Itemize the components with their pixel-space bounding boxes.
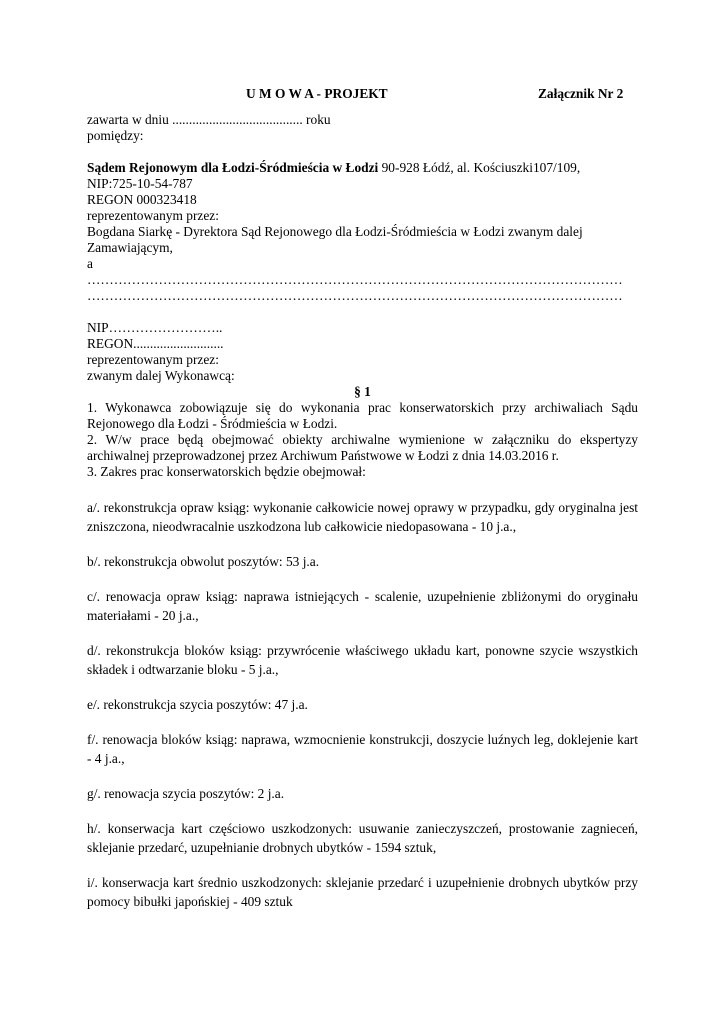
party1-represented-by: reprezentowanym przez: (87, 208, 219, 223)
contractor-address-placeholder: ………………………………………………………………………………………………………… (87, 288, 623, 303)
party1-name-line (87, 160, 638, 176)
list-item: h/. konserwacja kart częściowo uszkodzonych: usuwanie zanieczyszczeń, prostowanie zagnieceń, sklejanie przedarć, uzupełnianie drobnych ubytków - 1594 sztuk, (87, 821, 638, 855)
list-item: i/. konserwacja kart średnio uszkodzonych: sklejanie przedarć i uzupełnienie drobnych ubytków przy pomocy bibułki japońskiej - 409 sztuk (87, 875, 638, 909)
section-symbol: § 1 (354, 384, 371, 399)
document-body (87, 112, 638, 911)
party1-representative-line2: Zamawiającym, (87, 240, 173, 255)
list-item: a/. rekonstrukcja opraw ksiąg: wykonanie całkowicie nowej oprawy w przypadku, gdy oryginalna jest zniszczona, nieodwracalnie uszkodzona lub całkowicie niedopasowana - 10 j.a., (87, 500, 638, 534)
party2-regon: REGON........................... (87, 336, 224, 351)
party2-nip: NIP…………………….. (87, 320, 223, 335)
section-paragraph-3: 3. Zakres prac konserwatorskich będzie obejmował: (87, 464, 366, 479)
party1-representative-line1: Bogdana Siarkę - Dyrektora Sąd Rejonowego dla Łodzi-Śródmieścia w Łodzi zwanym dalej (87, 224, 583, 239)
list-item: c/. renowacja opraw ksiąg: naprawa istniejących - scalenie, uzupełnienie zbliżonymi do oryginału materiałami - 20 j.a., (87, 589, 638, 623)
contractor-name-placeholder: ………………………………………………………………………………………………………… (87, 272, 623, 287)
concluded-on-line: zawarta w dniu ....................................... roku (87, 112, 331, 127)
list-item: f/. renowacja bloków ksiąg: naprawa, wzmocnienie konstrukcji, doszycie luźnych leg, doklejenie kart - 4 j.a., (87, 732, 638, 766)
and-label: a (87, 256, 93, 271)
section-paragraph-1: 1. Wykonawca zobowiązuje się do wykonania prac konserwatorskich przy archiwaliach Sądu Rejonowego dla Łodzi - Śródmieścia w Łodzi. (87, 400, 638, 431)
document-title: U M O W A - PROJEKT (246, 86, 388, 101)
document-header (0, 86, 725, 104)
party1-nip: NIP:725-10-54-787 (87, 176, 193, 191)
list-item: d/. rekonstrukcja bloków ksiąg: przywrócenie właściwego układu kart, ponowne szycie wszystkich składek i odtwarzanie bloku - 5 j.a., (87, 643, 638, 677)
list-item: b/. rekonstrukcja obwolut poszytów: 53 j.a. (87, 554, 320, 569)
list-item: g/. renowacja szycia poszytów: 2 j.a. (87, 786, 285, 801)
party1-regon: REGON 000323418 (87, 192, 197, 207)
between-label: pomiędzy: (87, 128, 144, 143)
party1-address: 90-928 Łódź, al. Kościuszki107/109, (378, 160, 581, 175)
section-paragraph-2: 2. W/w prace będą obejmować obiekty archiwalne wymienione w załączniku do ekspertyzy archiwalnej przeprowadzonej przez Archiwum Państwowe w Łodzi z dnia 14.03.2016 r. (87, 432, 638, 463)
list-item: e/. rekonstrukcja szycia poszytów: 47 j.a. (87, 697, 308, 712)
attachment-number: Załącznik Nr 2 (538, 86, 624, 101)
party2-called: zwanym dalej Wykonawcą: (87, 368, 235, 383)
party1-name: Sądem Rejonowym dla Łodzi-Śródmieścia w Łodzi (87, 160, 379, 175)
party2-represented-by: reprezentowanym przez: (87, 352, 219, 367)
